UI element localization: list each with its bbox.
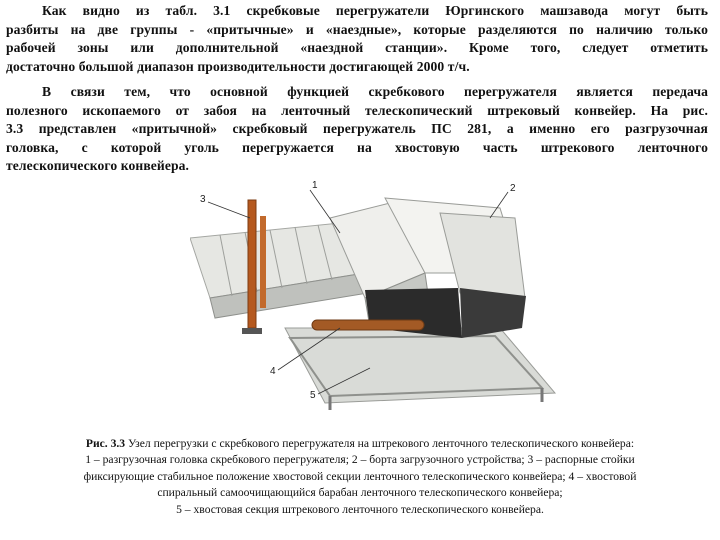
callout-5: 5 — [310, 390, 316, 401]
spacer-post — [248, 200, 256, 328]
callout-1: 1 — [312, 180, 318, 191]
caption-line: фиксирующие стабильное положение хвостовой секции ленточного телескопического конвейера; 4 – хвостовой — [83, 469, 637, 483]
paragraph-2-line: головка, с которой уголь перегружается на хвостовую часть штрекового ленточного — [6, 139, 708, 155]
tail-spiral-drum — [312, 320, 424, 330]
conveyor-illustration — [190, 178, 560, 428]
spacer-post-base — [242, 328, 262, 334]
conveyor-transfer-figure — [190, 178, 560, 428]
paragraph-2 — [6, 83, 708, 176]
rubber-skirt-right — [460, 288, 526, 338]
paragraph-2-line: 3.3 представлен «притычной» скребковый перегружатель ПС 281, а именно его разгрузочная — [6, 121, 708, 137]
spacer-post — [260, 216, 266, 308]
paragraph-2-line: телескопического конвейера. — [6, 158, 190, 174]
caption-title: Узел перегрузки с скребкового перегружателя на штрекового ленточного телескопического конвейера: — [125, 437, 635, 450]
paragraph-1-line: Как видно из табл. 3.1 скребковые перегружатели Юргинского машзавода могут быть — [42, 3, 708, 18]
figure-caption — [6, 436, 714, 518]
paragraph-1 — [6, 2, 708, 76]
caption-line: 1 – разгрузочная головка скребкового перегружателя; 2 – борта загрузочного устройства; 3 – распорные стойки — [85, 453, 635, 467]
loading-board-right — [440, 213, 525, 298]
caption-line: спиральный самоочищающийся барабан ленточного телескопического конвейера; — [157, 486, 563, 500]
paragraph-1-line: рабочей зоны или дополнительной «наездной станции». Кроме того, следует отметить — [6, 40, 708, 56]
caption-label: Рис. 3.3 — [85, 437, 126, 450]
paragraph-2-line: В связи тем, что основной функцией скребкового перегружателя является передача — [42, 84, 708, 99]
callout-4: 4 — [270, 366, 276, 377]
callout-3: 3 — [200, 194, 206, 205]
caption-line: 5 – хвостовая секция штрекового ленточного телескопического конвейера. — [176, 502, 544, 516]
caption-line — [6, 436, 714, 452]
paragraph-1-line: достаточно большой диапазон производительности достигающей 2000 т/ч. — [6, 58, 470, 74]
paragraph-2-line: полезного ископаемого от забоя на ленточный телескопический штрековый конвейер. На рис. — [6, 102, 708, 118]
paragraph-1-line: разбиты на две группы - «притычные» и «наездные», которые разделяются по наличию только — [6, 21, 708, 37]
callout-2: 2 — [510, 183, 516, 194]
